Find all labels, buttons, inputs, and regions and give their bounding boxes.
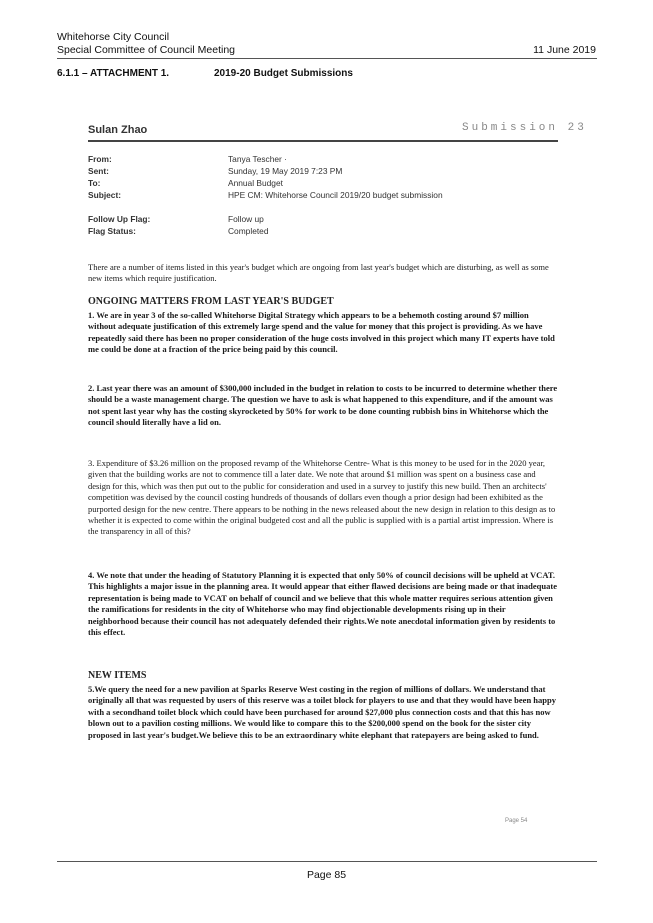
item-3-paragraph: 3. Expenditure of $3.26 million on the proposed revamp of the Whitehorse Centre- What is this money to be used for in the 2020 year, given that the building works are not to commence till a later date. We note that around $1 million was spent on a business case and design for this, which was then put out to the public for consideration and used in a survey to justify this new build. Then an architects' competition was devised by the council costing hundreds of thousands of dollars even though a prior design had been exhibited as the purported design for the new centre. There appears to be nothing in the news released about the new design in relation to this design as to whether it is expected to come within the original budgeted cost and all the public is supplied with is a partial artist impression. Where is the transparency in all of this? xyxy=(88,458,556,537)
header-org: Whitehorse City Council xyxy=(57,31,170,43)
attachment-label: 6.1.1 – ATTACHMENT 1. xyxy=(57,68,170,79)
header-date: 11 June 2019 xyxy=(533,44,596,56)
scan-page-label: Page 54 xyxy=(505,818,528,824)
attachment-title: 2019-20 Budget Submissions xyxy=(214,68,353,79)
field-key: Follow Up Flag: xyxy=(88,214,151,224)
field-key: Subject: xyxy=(88,190,122,200)
field-key: From: xyxy=(88,154,112,164)
submission-stamp: Submission 23 xyxy=(462,122,587,134)
field-value: Tanya Tescher · xyxy=(228,154,287,164)
footer-rule xyxy=(57,861,597,862)
header-committee: Special Committee of Council Meeting xyxy=(57,44,235,56)
field-value: Follow up xyxy=(228,214,264,224)
item-5-paragraph: 5.We query the need for a new pavilion at Sparks Reserve West costing in the region of millions of dollars. We understand that originally all that was requested by users of this reserve was a toilet block for players to use and that they would have been happy with a secondhand toilet block which could have been purchased for around $27,000 plus connection costs and that this has now blown out to a pavilion costing millions. We would like to compare this to the $200,000 spend on the book for the sister city proposed in last year's budget.We believe this to be an extraordinary white elephant that ratepayers are being asked to fund. xyxy=(88,684,556,740)
intro-paragraph: There are a number of items listed in this year's budget which are ongoing from last year's budget which are disturbing, as well as some new items which require justification. xyxy=(88,262,549,284)
field-value: Completed xyxy=(228,226,269,236)
field-value: Sunday, 19 May 2019 7:23 PM xyxy=(228,166,343,176)
item-1-paragraph: 1. We are in year 3 of the so-called Whitehorse Digital Strategy which appears to be a behemoth costing around $7 million without adequate justification of this extremely large spend and the value for money that this project is providing. As we have repeatedly said there has been no proper consideration of the huge costs involved in this project which many IT experts have told me could be done at a fraction of the price being paid by this council. xyxy=(88,310,555,355)
sender-name: Sulan Zhao xyxy=(88,124,148,136)
item-4-paragraph: 4. We note that under the heading of Statutory Planning it is expected that only 50% of council decisions will be upheld at VCAT. This highlights a major issue in the planning area. It would appear that either flawed decisions are being made or that inadequate representation is being made to VCAT on behalf of council and we believe that this whole matter requires serious attention given the ramifications for residents in the city of Whitehorse who may find objectionable developments rising up in their neighborhood because their council has not adequately defended their rights.We note anecdotal information given by residents to this effect. xyxy=(88,570,557,638)
field-key: Sent: xyxy=(88,166,109,176)
field-key: Flag Status: xyxy=(88,226,136,236)
sender-rule xyxy=(88,140,558,142)
heading-new-items: NEW ITEMS xyxy=(88,670,147,681)
field-value: HPE CM: Whitehorse Council 2019/20 budget submission xyxy=(228,190,443,200)
field-key: To: xyxy=(88,178,101,188)
heading-ongoing: ONGOING MATTERS FROM LAST YEAR'S BUDGET xyxy=(88,296,334,307)
field-value: Annual Budget xyxy=(228,178,283,188)
item-2-paragraph: 2. Last year there was an amount of $300,000 included in the budget in relation to costs to be incurred to determine whether there should be a waste management charge. The question we have to ask is what happened to this expenditure, and if the amount was not spent last year why has the costing skyrocketed by 50% for work to be done counting rubbish bins in Whitehorse which the council should literally have a lid on. xyxy=(88,383,558,428)
footer-page-number: Page 85 xyxy=(306,869,347,881)
